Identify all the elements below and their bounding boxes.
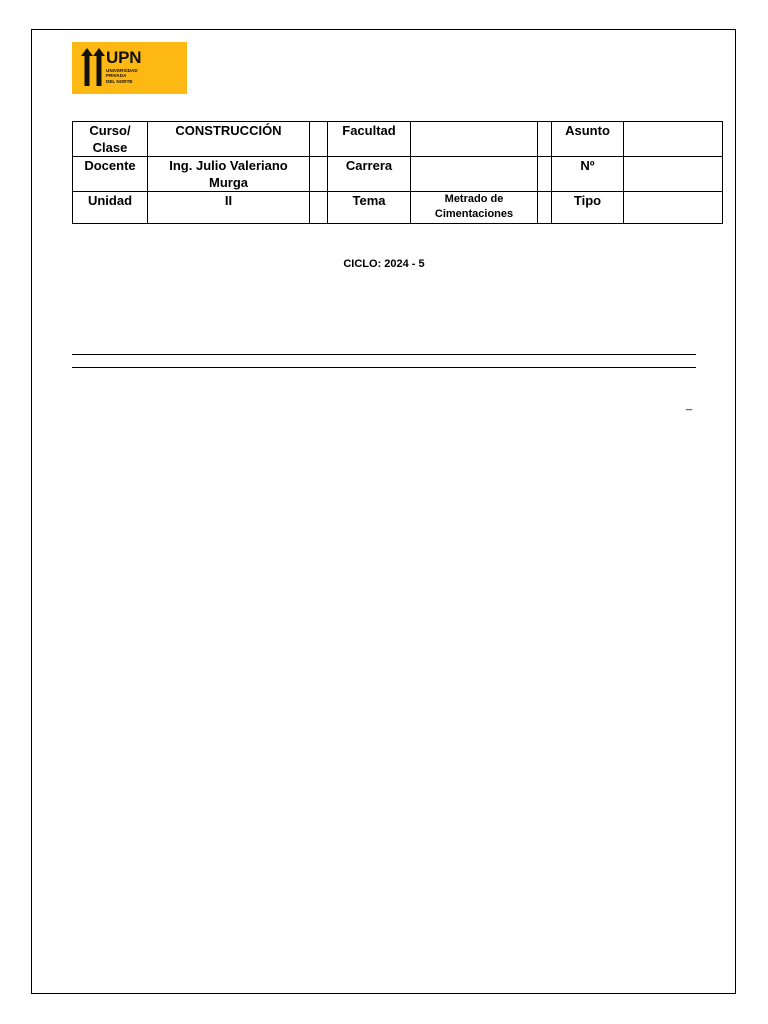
spacer-cell: [538, 122, 552, 157]
upn-logo: [72, 42, 187, 94]
carrera-value: [411, 157, 538, 192]
docente-label: Docente: [73, 157, 148, 192]
ciclo-heading: CICLO: 2024 - 5: [343, 258, 425, 270]
spacer-cell: [538, 192, 552, 224]
curso-value: CONSTRUCCIÓN: [148, 122, 310, 157]
logo-subtitle: [106, 68, 146, 84]
spacer-cell: [310, 157, 328, 192]
asunto-label: Asunto: [552, 122, 624, 157]
tema-value: Metrado de Cimentaciones: [411, 192, 538, 224]
spacer-cell: [310, 192, 328, 224]
spacer-cell: [538, 157, 552, 192]
tema-label: Tema: [328, 192, 411, 224]
course-info-table: [72, 121, 723, 224]
logo-brand-text: UPN: [106, 48, 142, 67]
facultad-value: [411, 122, 538, 157]
spacer-cell: [310, 122, 328, 157]
docente-value: Ing. Julio Valeriano Murga: [148, 157, 310, 192]
logo-subtitle-line: DEL NORTE: [106, 78, 133, 84]
curso-label: Curso/ Clase: [73, 122, 148, 157]
facultad-label: Facultad: [328, 122, 411, 157]
logo-subtitle-line: PRIVADA: [106, 73, 127, 79]
numero-value: [624, 157, 723, 192]
table-row: [73, 157, 723, 192]
table-row: [73, 192, 723, 224]
dash-mark: _: [686, 399, 693, 411]
divider-line: [72, 354, 696, 355]
unidad-value: II: [148, 192, 310, 224]
table-row: [73, 122, 723, 157]
unidad-label: Unidad: [73, 192, 148, 224]
carrera-label: Carrera: [328, 157, 411, 192]
tipo-value: [624, 192, 723, 224]
tipo-label: Tipo: [552, 192, 624, 224]
asunto-value: [624, 122, 723, 157]
divider-line: [72, 367, 696, 368]
numero-label: Nº: [552, 157, 624, 192]
logo-subtitle-line: UNIVERSIDAD: [106, 68, 138, 73]
